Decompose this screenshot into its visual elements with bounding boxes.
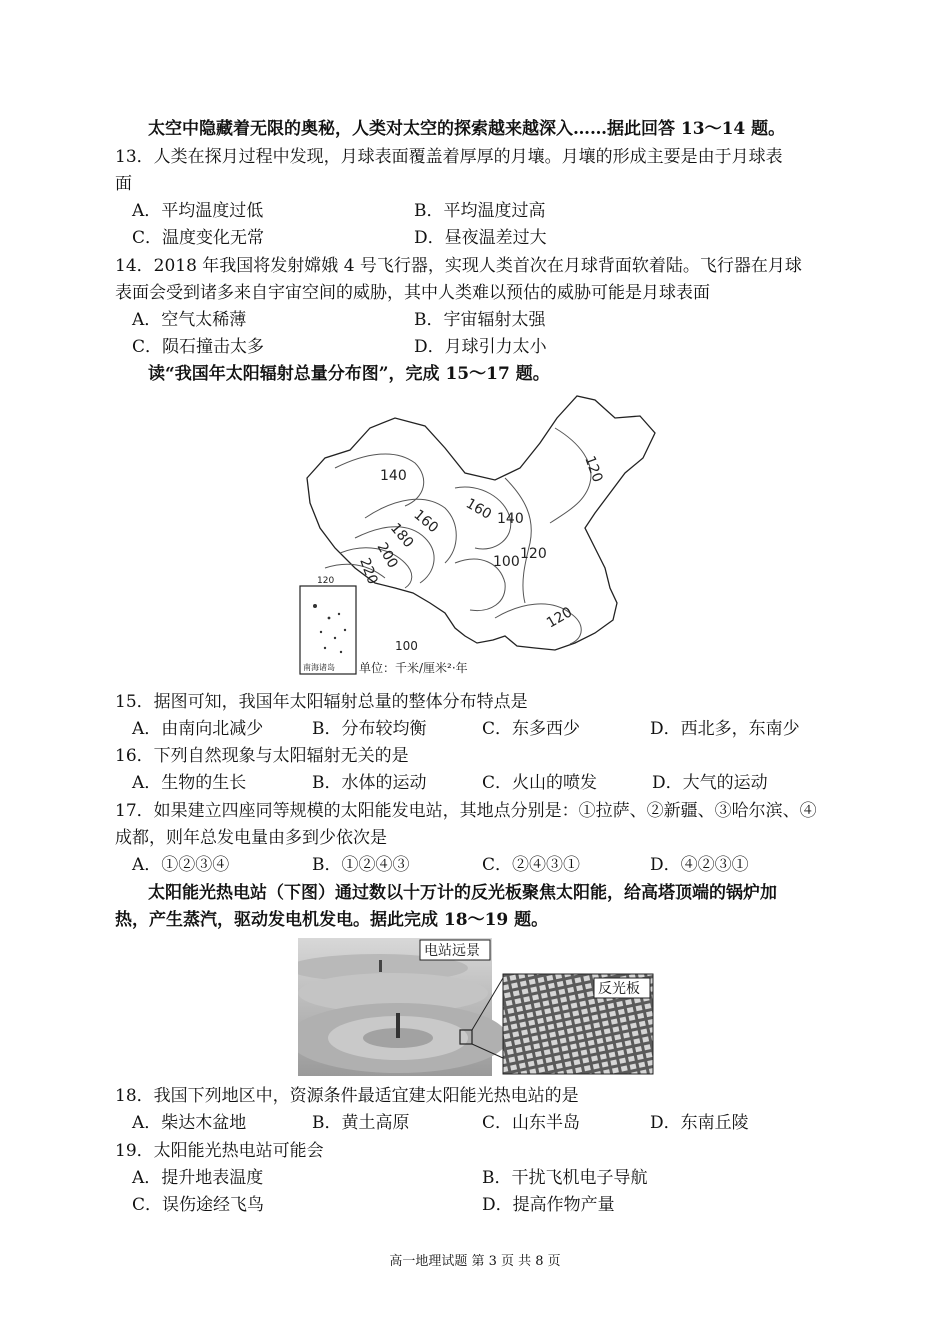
q17-stem-line2: 成都，则年总发电量由多到少依次是 [115,828,387,848]
q14-option-c: C．陨石撞击太多 [132,337,265,357]
q14-stem-line1: 14．2018 年我国将发射嫦娥 4 号飞行器，实现人类首次在月球背面软着陆。飞行器在月球 [115,256,802,276]
q17-option-d: D．④②③① [650,855,749,875]
page-footer: 高一地理试题 第 3 页 共 8 页 [389,1254,561,1269]
q18-stem: 18．我国下列地区中，资源条件最适宜建太阳能光热电站的是 [115,1086,579,1106]
q18-option-c: C．山东半岛 [482,1113,581,1133]
intro-18-19-line2: 热，产生蒸汽，驱动发电机发电。据此完成 18～19 题。 [115,910,549,930]
q19-stem: 19．太阳能光热电站可能会 [115,1141,324,1161]
china-outline [307,396,655,650]
isoline-label: 120 [544,604,576,632]
q16-option-a: A．生物的生长 [132,773,247,793]
q14-option-d: D．月球引力太小 [414,337,547,357]
q19-option-c: C．误伤途经飞鸟 [132,1195,265,1215]
intro-15-17: 读“我国年太阳辐射总量分布图”，完成 15～17 题。 [148,364,550,384]
isoline-label: 180 [386,520,417,552]
q17-stem-line1: 17．如果建立四座同等规模的太阳能发电站，其地点分别是：①拉萨、②新疆、③哈尔滨、④ [115,801,817,821]
q15-stem: 15．据图可知，我国年太阳辐射总量的整体分布特点是 [115,692,528,712]
intro-18-19-line1: 太阳能光热电站（下图）通过数以十万计的反光板聚焦太阳能，给高塔顶端的锅炉加 [148,883,777,903]
inset-frame [300,586,356,674]
label-far-view: 电站远景 [424,943,480,959]
isoline-label: 120 [317,576,335,586]
isoline-label: 200 [373,540,401,572]
q16-option-d: D．大气的运动 [652,773,768,793]
q17-option-c: C．②④③① [482,855,581,875]
q18-option-b: B．黄土高原 [312,1113,410,1133]
solar-plant-photo [298,938,654,1076]
q19-option-d: D．提高作物产量 [482,1195,615,1215]
q15-option-c: C．东多西少 [482,719,581,739]
isoline-label: 100 [493,554,520,570]
q18-option-a: A．柴达木盆地 [132,1113,247,1133]
unit-label: 单位：千米/厘米²·年 [359,661,468,675]
q14-option-b: B．宇宙辐射太强 [414,310,546,330]
q19-option-b: B．干扰飞机电子导航 [482,1168,648,1188]
isoline-label: 120 [581,453,606,485]
q17-option-b: B．①②④③ [312,855,410,875]
q13-stem-line2: 面 [115,174,132,194]
q18-option-d: D．东南丘陵 [650,1113,749,1133]
intro-13-14: 太空中隐藏着无限的奥秘，人类对太空的探索越来越深入……据此回答 13～14 题。 [148,119,786,139]
q13-option-b: B．平均温度过高 [414,201,546,221]
isoline-label: 160 [463,495,495,523]
tower [396,1013,400,1038]
isoline-label: 140 [497,511,524,527]
isoline-label: 100 [395,639,418,653]
q14-stem-line2: 表面会受到诸多来自宇宙空间的威胁，其中人类难以预估的威胁可能是月球表面 [115,283,710,303]
q16-option-c: C．火山的喷发 [482,773,598,793]
china-solar-radiation-map [295,388,665,680]
q13-option-c: C．温度变化无常 [132,228,265,248]
q15-option-a: A．由南向北减少 [132,719,264,739]
tower [379,960,382,972]
q15-option-b: B．分布较均衡 [312,719,427,739]
isoline-label: 220 [356,555,381,587]
q19-option-a: A．提升地表温度 [132,1168,264,1188]
q14-option-a: A．空气太稀薄 [132,310,247,330]
q13-stem-line1: 13．人类在探月过程中发现，月球表面覆盖着厚厚的月壤。月壤的形成主要是由于月球表 [115,147,783,167]
isoline-label: 120 [520,546,547,562]
isoline-label: 160 [410,506,442,537]
label-panel: 反光板 [598,981,640,997]
q13-option-a: A．平均温度过低 [132,201,264,221]
q15-option-d: D．西北多，东南少 [650,719,800,739]
isoline-label: 140 [380,468,407,484]
q16-stem: 16．下列自然现象与太阳辐射无关的是 [115,746,409,766]
inset-label: 南海诸岛 [303,663,335,672]
q13-option-d: D．昼夜温差过大 [414,228,547,248]
q17-option-a: A．①②③④ [132,855,230,875]
q16-option-b: B．水体的运动 [312,773,427,793]
